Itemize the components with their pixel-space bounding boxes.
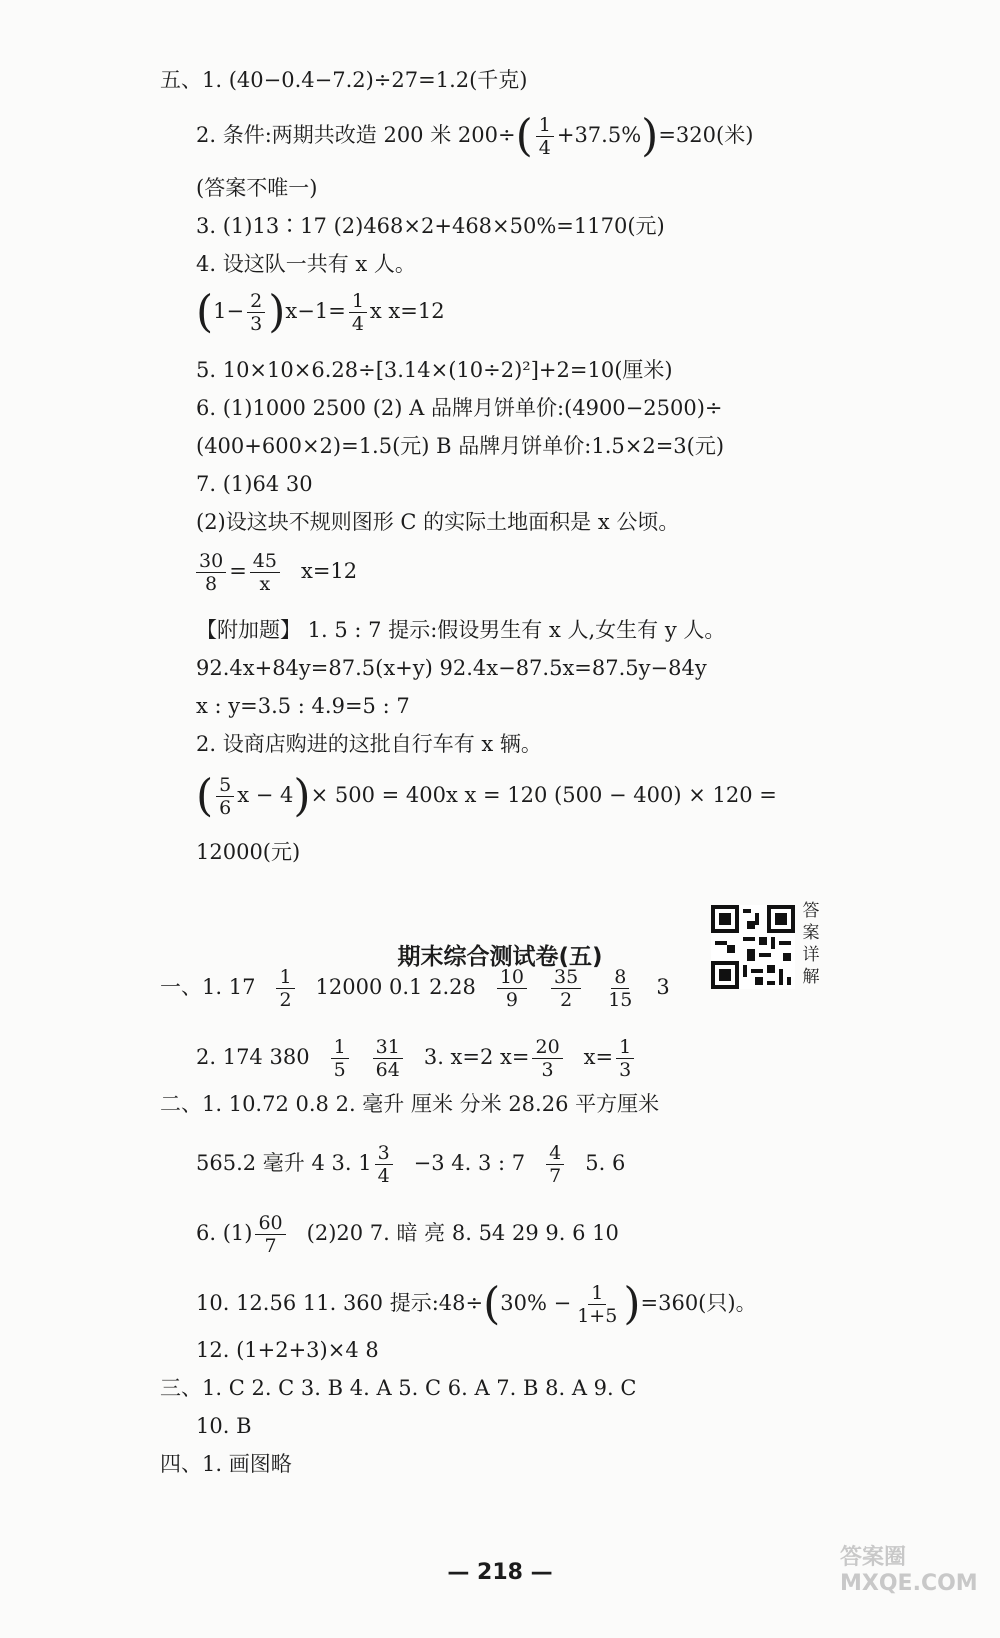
qr-label: 答案详解 <box>802 901 820 987</box>
p2-line-a: 二、1. 10.72 0.8 2. 毫升 厘米 分米 28.26 平方厘米 <box>160 1092 660 1116</box>
s5-line-10: 7. (1)64 30 <box>196 472 313 496</box>
watermark: 答案圈 MXQE.COM <box>840 1545 978 1596</box>
s5-line-1: 五、1. (40−0.4−7.2)÷27=1.2(千克) <box>160 68 528 92</box>
s5-line-7: 5. 10×10×6.28÷[3.14×(10÷2)²]+2=10(厘米) <box>196 358 673 382</box>
s5-line-13: 【附加题】 1. 5 : 7 提示:假设男生有 x 人,女生有 y 人。 <box>196 618 726 642</box>
s5-line-4: 3. (1)13∶17 (2)468×2+468×50%=1170(元) <box>196 214 665 238</box>
s5-line-18: 12000(元) <box>196 840 301 864</box>
section-title: 期末综合测试卷(五) <box>397 944 603 970</box>
p2-line-b: 565.2 毫升 4 3. 1 $\frac{3}{4}$ −3 4. 3 : 7 $\frac{4}{7}$ 5. 6 <box>196 1142 626 1187</box>
s5-line-12: $\frac{30}{8}$ = $\frac{45}{x}$ x=12 <box>193 550 357 595</box>
p2-line-e: 12. (1+2+3)×4 8 <box>196 1338 379 1362</box>
s5-line-6: (1− $\frac{2}{3}$ )x−1= $\frac{1}{4}$ x x=12 <box>196 286 445 338</box>
s5-line-3: (答案不唯一) <box>196 176 318 200</box>
s5-line-17: ( $\frac{5}{6}$ x − 4)× 500 = 400x x = 120 (500 − 400) × 120 = <box>196 770 777 822</box>
s5-line-9: (400+600×2)=1.5(元) B 品牌月饼单价:1.5×2=3(元) <box>196 434 725 458</box>
p1-line-b: 2. 174 380 $\frac{1}{5}$ $\frac{31}{64}$ 3. x=2 x= $\frac{20}{3}$ x= $\frac{1}{3}$ <box>196 1036 637 1081</box>
s5-line-15: x : y=3.5 : 4.9=5 : 7 <box>196 694 410 718</box>
p3-line-a: 三、1. C 2. C 3. B 4. A 5. C 6. A 7. B 8. A 9. C <box>160 1376 637 1400</box>
s5-line-16: 2. 设商店购进的这批自行车有 x 辆。 <box>196 732 542 756</box>
p2-line-d: 10. 12.56 11. 360 提示:48÷(30% − $\frac{1}{1+5}$ )=360(只)。 <box>196 1278 757 1330</box>
s5-line-14: 92.4x+84y=87.5(x+y) 92.4x−87.5x=87.5y−84y <box>196 656 707 680</box>
fraction: $\frac{1}{4}$ <box>536 114 554 159</box>
p2-line-c: 6. (1) $\frac{60}{7}$ (2)20 7. 暗 亮 8. 54 29 9. 6 10 <box>196 1212 619 1257</box>
s5-line-11: (2)设这块不规则图形 C 的实际土地面积是 x 公顷。 <box>196 510 680 534</box>
p1-line-a: 一、1. 17 $\frac{1}{2}$ 12000 0.1 2.28 $\frac{10}{9}$ $\frac{35}{2}$ $\frac{8}{15}$ 3 <box>160 966 670 1011</box>
p4-line-a: 四、1. 画图略 <box>160 1452 292 1476</box>
page-number: — 218 — <box>447 1560 553 1585</box>
s5-line-8: 6. (1)1000 2500 (2) A 品牌月饼单价:(4900−2500)÷ <box>196 396 723 420</box>
p3-line-b: 10. B <box>196 1414 252 1438</box>
s5-line-5: 4. 设这队一共有 x 人。 <box>196 252 416 276</box>
s5-line-2: 2. 条件:两期共改造 200 米 200÷( $\frac{1}{4}$ +37.5%)=320(米) <box>196 110 754 162</box>
